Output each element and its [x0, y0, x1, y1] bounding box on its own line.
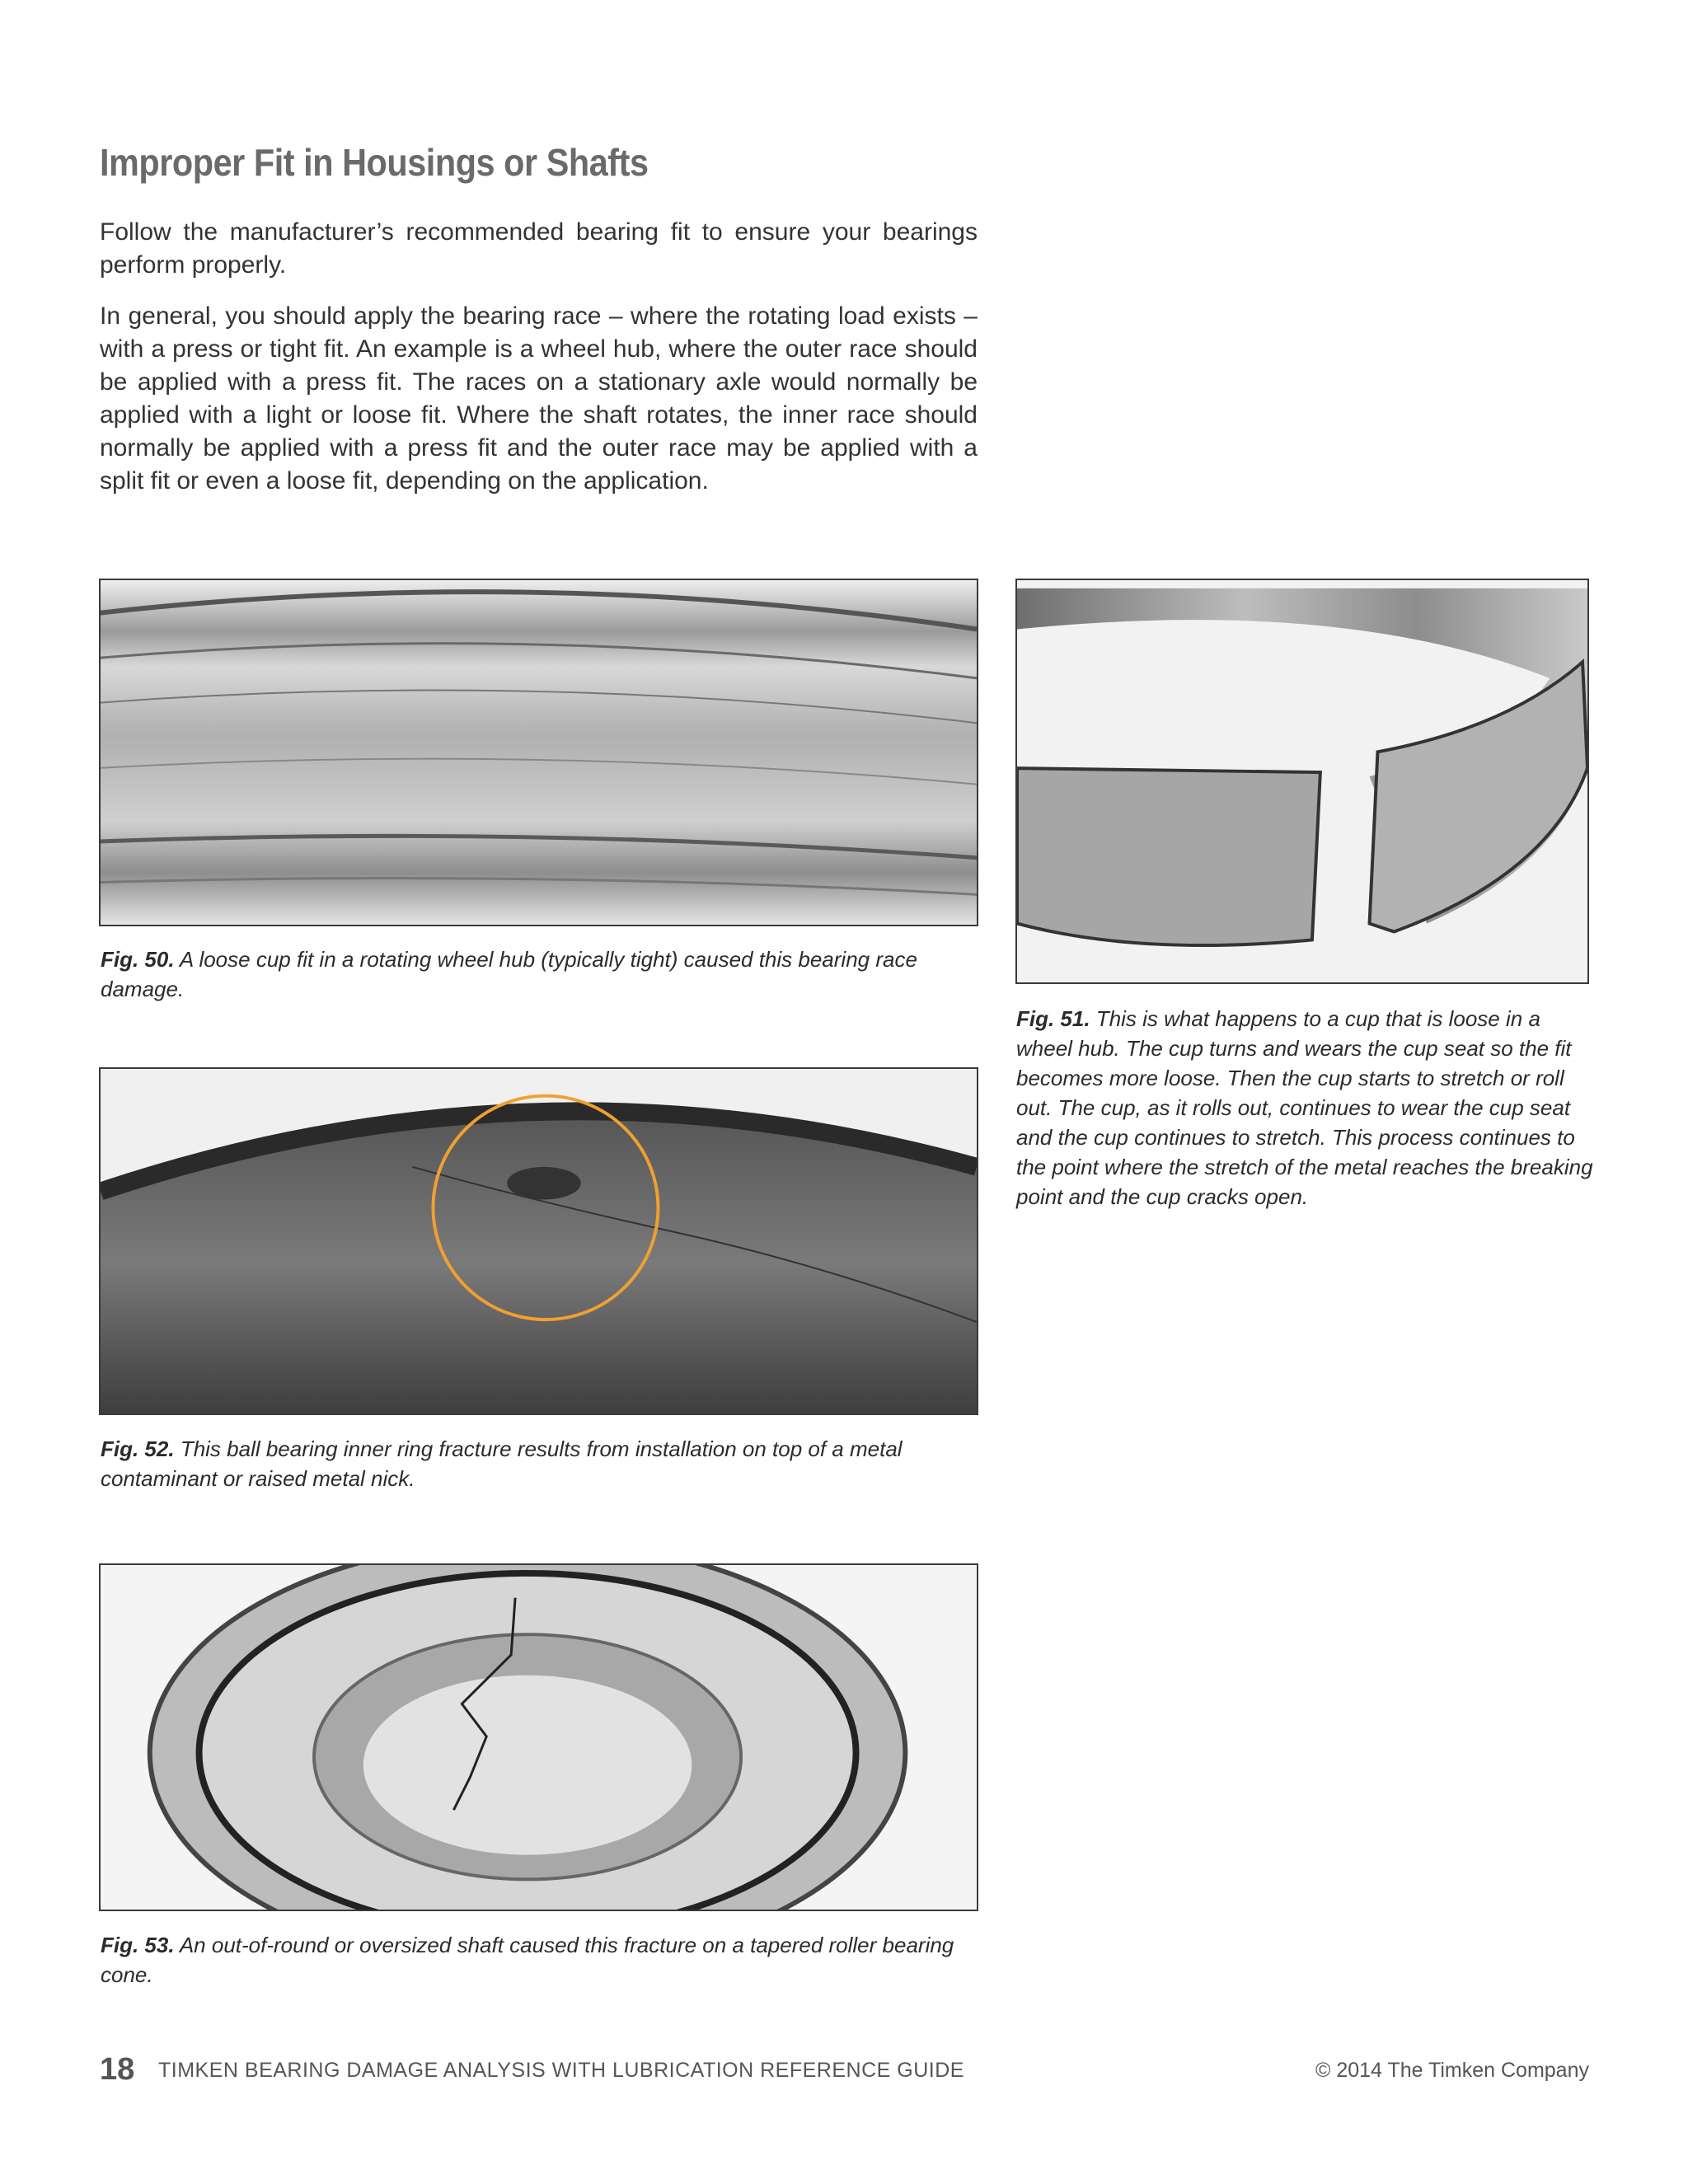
page-number: 18: [100, 2052, 135, 2087]
guide-title: TIMKEN BEARING DAMAGE ANALYSIS WITH LUBRICATION REFERENCE GUIDE: [158, 2059, 964, 2082]
fig51-caption: [1016, 1004, 1593, 1212]
fig50-text: A loose cup fit in a rotating wheel hub (typically tight) caused this bearing race damage.: [101, 947, 917, 1001]
fig51-label: Fig. 51.: [1016, 1006, 1090, 1031]
fig50-caption: [101, 944, 974, 1004]
intro-paragraph: Follow the manufacturer’s recommended bearing fit to ensure your bearings perform properly.: [100, 218, 978, 279]
fig52-label: Fig. 52.: [101, 1436, 175, 1461]
fig52-photo: [99, 1067, 978, 1415]
fig51-photo: [1015, 579, 1589, 984]
fig51-text: This is what happens to a cup that is loose in a wheel hub. The cup turns and wears the cup seat so the fit becomes more loose. Then the cup starts to stretch or roll out. The cup, as it rolls out, continues to wear the cup seat and the cup continues to stretch. This process continues to the point where the stretch of the metal reaches the breaking point and the cup cracks open.: [1016, 1006, 1593, 1209]
fig52-text: This ball bearing inner ring fracture results from installation on top of a metal contaminant or raised metal nick.: [101, 1436, 903, 1491]
fig50-photo: [99, 579, 978, 926]
fig53-caption: [101, 1930, 974, 1990]
fig53-photo: [99, 1563, 978, 1911]
copyright: © 2014 The Timken Company: [1315, 2059, 1589, 2082]
fig53-label: Fig. 53.: [101, 1933, 175, 1957]
fit-paragraph: In general, you should apply the bearing race – where the rotating load exists – with a press or tight fit. An example is a wheel hub, where the outer race should be applied with a press fit. The races on a stationary axle would normally be applied with a light or loose fit. Where the shaft rotates, the inner race should normally be applied with a press fit and the outer race may be applied with a split fit or even a loose fit, depending on the application.: [100, 302, 978, 494]
fig50-label: Fig. 50.: [101, 947, 175, 972]
page-title: Improper Fit in Housings or Shafts: [100, 141, 649, 184]
fig52-caption: [101, 1434, 974, 1493]
fig53-text: An out-of-round or oversized shaft caused this fracture on a tapered roller bearing cone.: [101, 1933, 954, 1987]
